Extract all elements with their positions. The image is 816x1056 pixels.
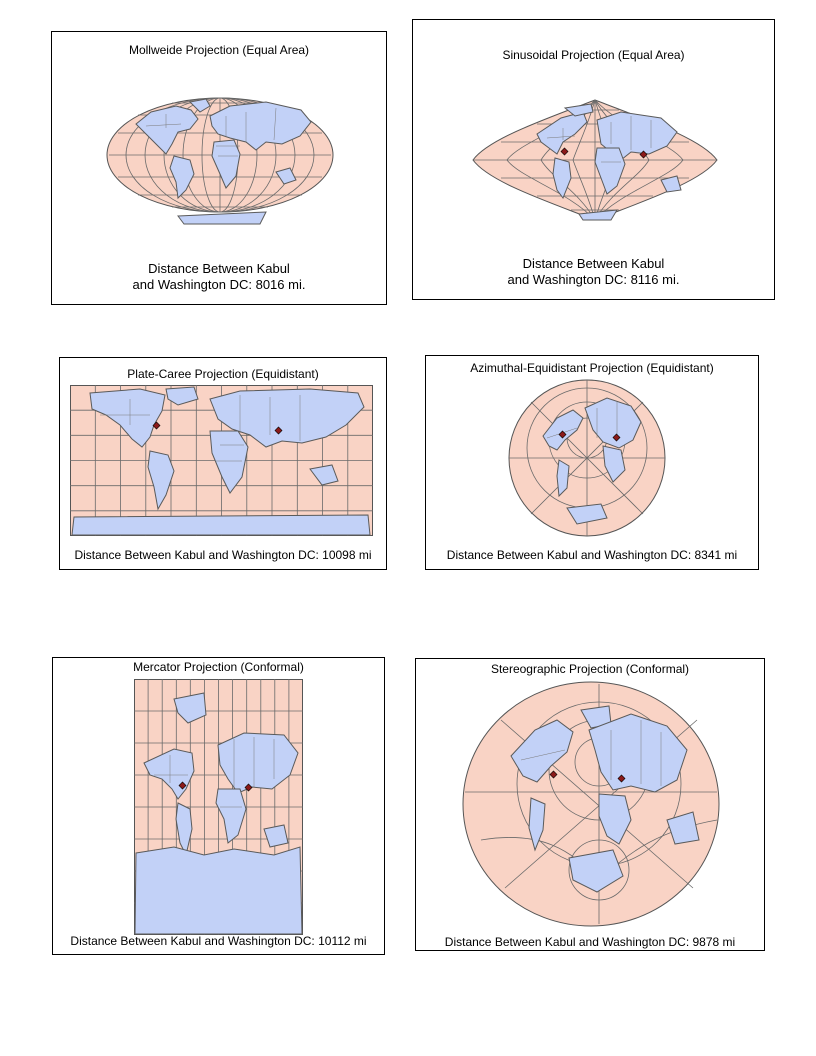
azimuthal-map — [507, 378, 667, 538]
mollweide-distance-line2: and Washington DC: 8016 mi. — [132, 277, 306, 292]
azimuthal-title: Azimuthal-Equidistant Projection (Equidistant) — [470, 361, 714, 375]
mercator-map — [134, 679, 303, 935]
mollweide-distance-line1: Distance Between Kabul — [148, 261, 290, 276]
stereographic-title: Stereographic Projection (Conformal) — [490, 662, 690, 676]
plate-caree-distance: Distance Between Kabul and Washington DC: 10098 mi — [74, 548, 372, 562]
sinusoidal-distance — [413, 256, 774, 288]
mollweide-map — [106, 84, 334, 226]
plate-caree-title: Plate-Caree Projection (Equidistant) — [127, 367, 319, 381]
azimuthal-panel — [425, 355, 759, 570]
plate-caree-map — [70, 385, 373, 536]
stereographic-map — [461, 680, 721, 928]
azimuthal-distance: Distance Between Kabul and Washington DC: 8341 mi — [446, 548, 738, 562]
stereographic-panel — [415, 658, 765, 951]
sinusoidal-distance-line2: and Washington DC: 8116 mi. — [507, 272, 680, 287]
mollweide-title: Mollweide Projection (Equal Area) — [128, 43, 310, 57]
mercator-panel — [52, 657, 385, 955]
plate-caree-panel — [59, 357, 387, 570]
sinusoidal-map — [471, 98, 719, 224]
mercator-title: Mercator Projection (Conformal) — [133, 660, 304, 674]
sinusoidal-distance-line1: Distance Between Kabul — [522, 256, 665, 271]
sinusoidal-panel — [412, 19, 775, 300]
sinusoidal-title: Sinusoidal Projection (Equal Area) — [502, 48, 685, 62]
mercator-distance: Distance Between Kabul and Washington DC: 10112 mi — [70, 934, 367, 948]
mollweide-distance — [52, 261, 386, 293]
mollweide-panel — [51, 31, 387, 305]
stereographic-distance: Distance Between Kabul and Washington DC: 9878 mi — [444, 935, 736, 949]
